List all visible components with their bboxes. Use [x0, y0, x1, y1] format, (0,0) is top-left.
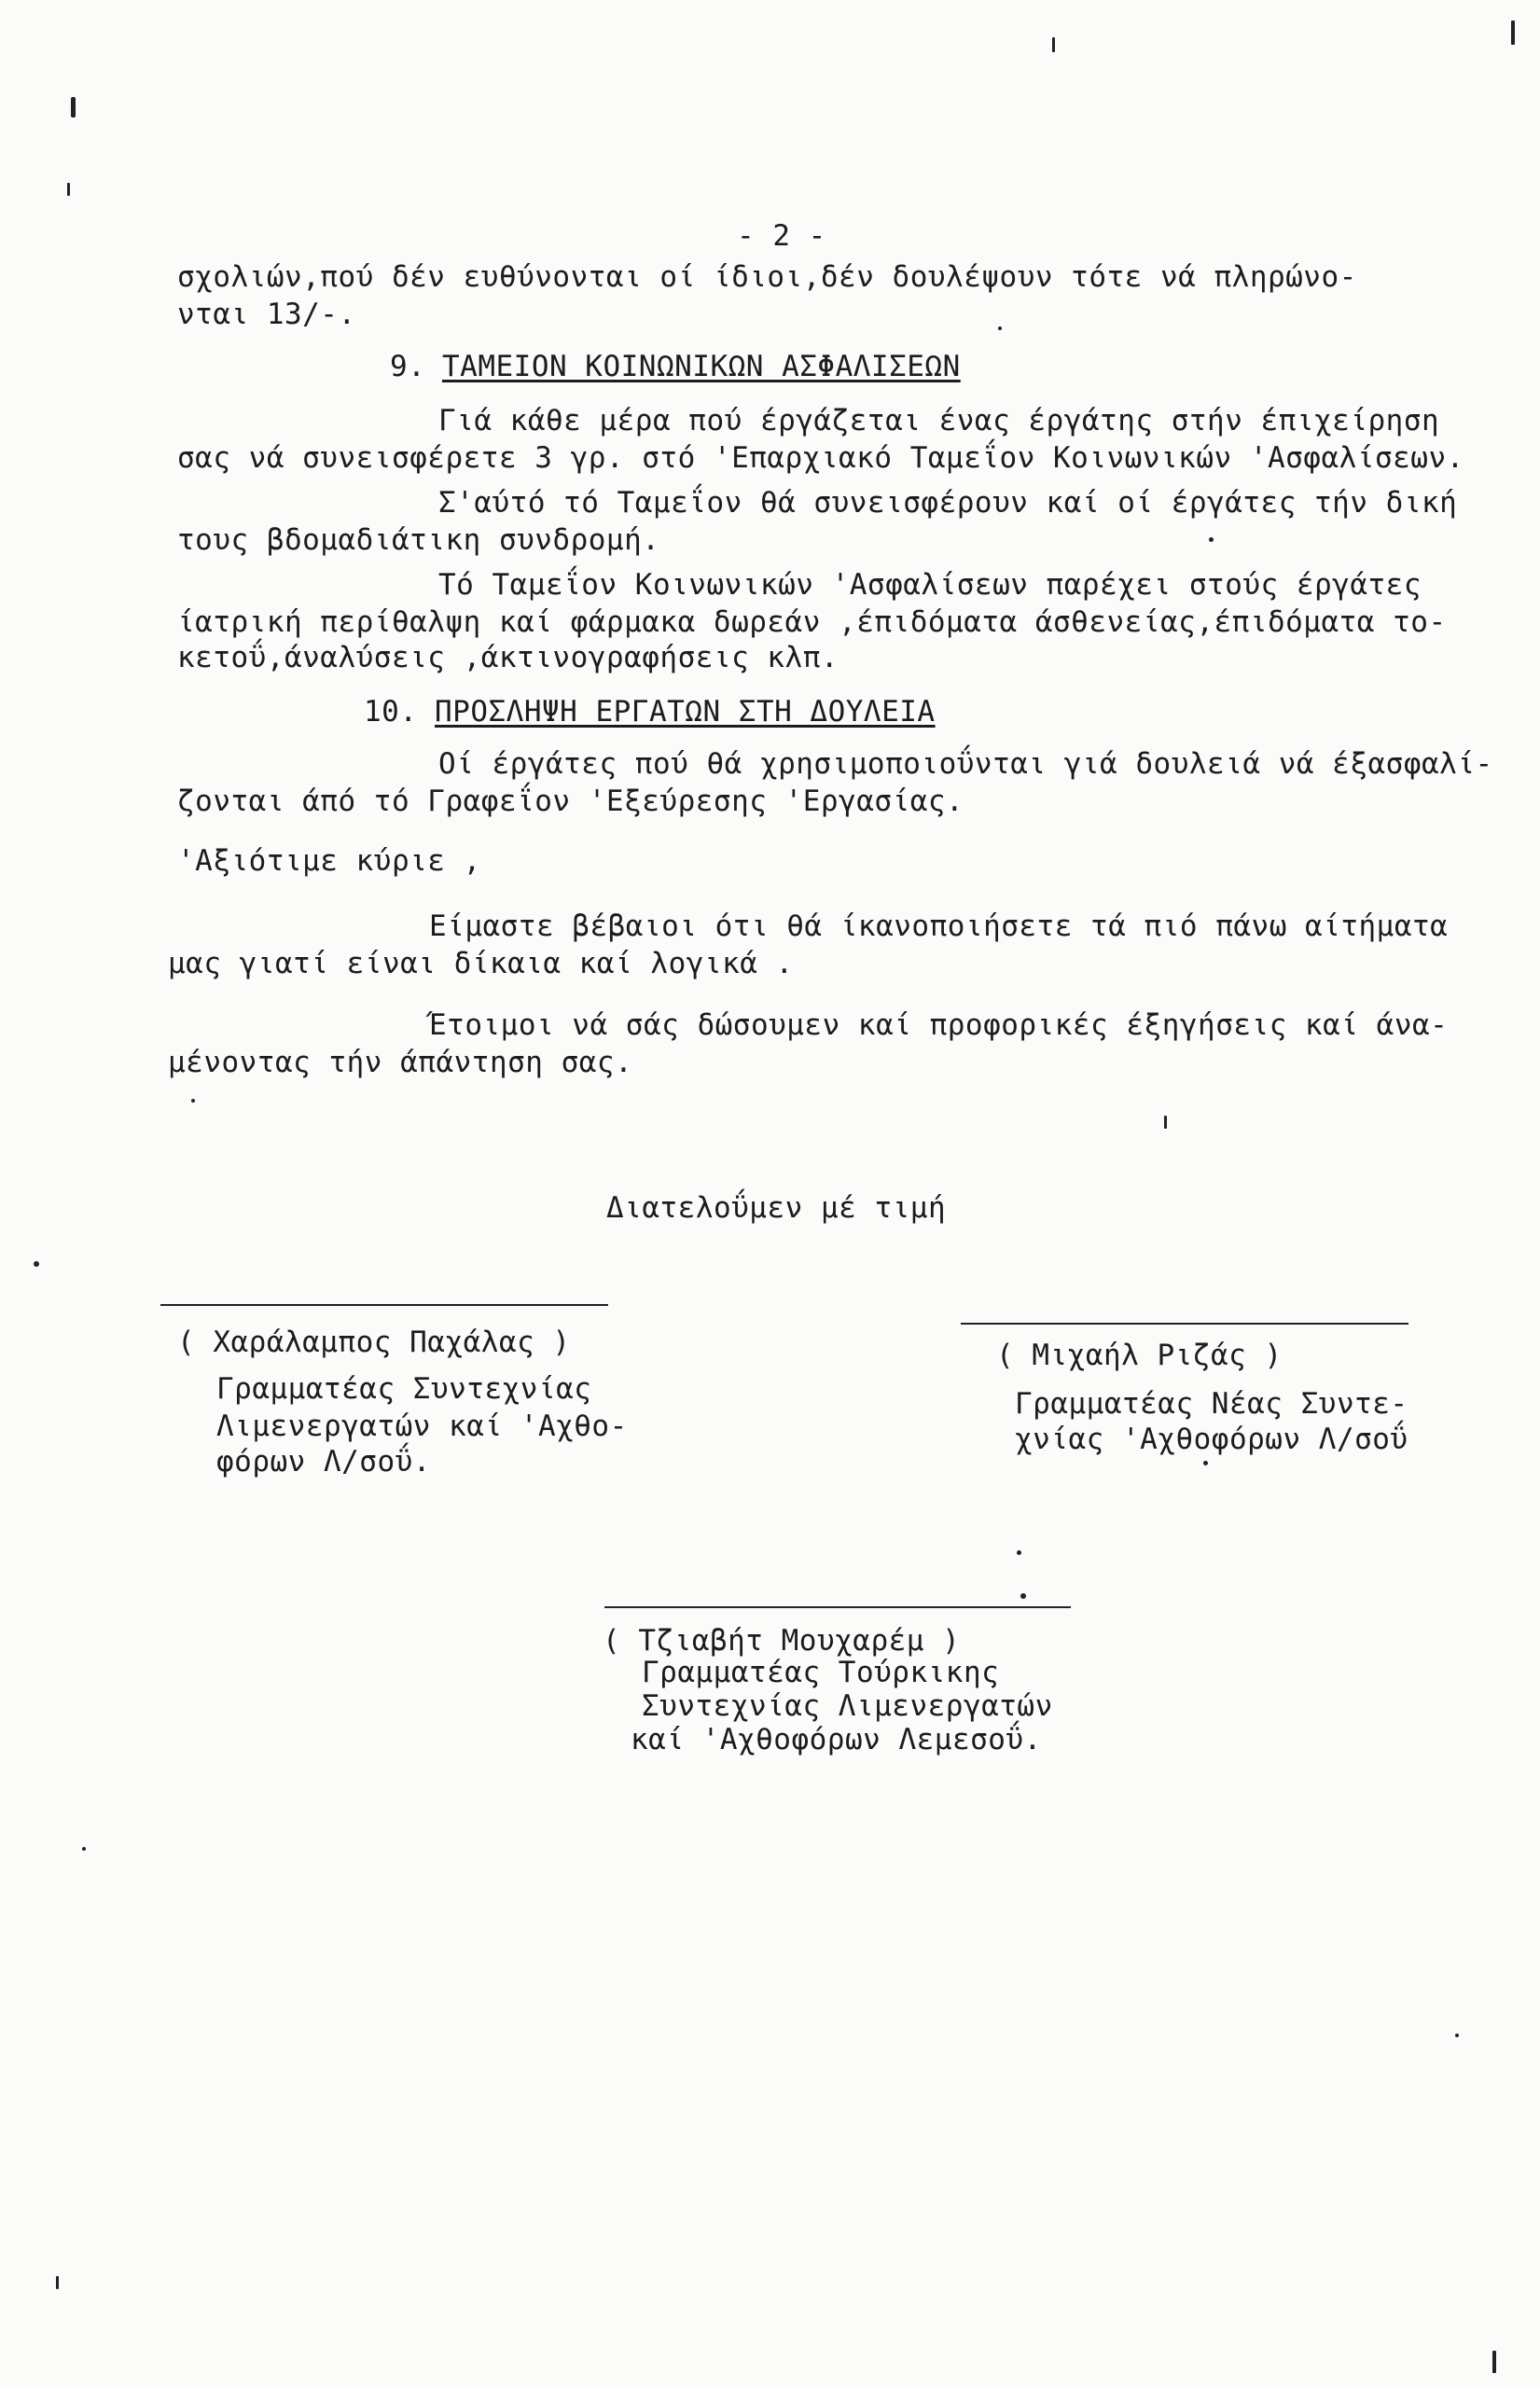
page-number: - 2 -	[737, 219, 826, 253]
signatory-1-title-line-3: φόρων Λ/σοΰ.	[216, 1445, 431, 1479]
signature-line-2	[961, 1323, 1408, 1325]
scan-speck	[1017, 1550, 1021, 1555]
closing-para-1-line-1: Είμαστε βέβαιοι ότι θά ίκανοποιήσετε τά πιό πάνω αίτήματα	[429, 909, 1449, 943]
signatory-1-name: ( Χαράλαμπος Παχάλας )	[177, 1326, 571, 1359]
signatory-3-title-line-1: Γραμματέας Τούρκικης	[642, 1656, 1000, 1689]
scan-mark	[71, 97, 76, 118]
section-9-para-1-line-1: Γιά κάθε μέρα πού έργάζεται ένας έργάτης στήν έπιχείρηση	[438, 404, 1440, 437]
section-10-para-line-2: ζονται άπό τό Γραφεΐον 'Εξεύρεσης 'Εργασίας.	[177, 784, 964, 818]
intro-line-2: νται 13/-.	[177, 298, 356, 331]
signatory-3-title-line-2: Συντεχνίας Λιμενεργατών	[642, 1689, 1053, 1723]
scan-mark	[56, 2276, 59, 2289]
scan-speck	[1020, 1593, 1026, 1599]
signatory-2-title-line-1: Γραμματέας Νέας Συντε-	[1015, 1387, 1408, 1421]
scan-speck	[1455, 2034, 1459, 2037]
closing-para-1-line-2: μας γιατί είναι δίκαια καί λογικά .	[168, 947, 794, 980]
scan-speck	[82, 1847, 86, 1851]
section-9-para-2-line-1: Σ'αύτό τό Ταμεΐον θά συνεισφέρουν καί οί έργάτες τήν δική	[438, 486, 1458, 520]
section-10-heading: ΠΡΟΣΛΗΨΗ ΕΡΓΑΤΩΝ ΣΤΗ ΔΟΥΛΕΙΑ	[435, 695, 936, 729]
scan-speck	[34, 1261, 39, 1267]
section-9-para-3-line-1: Τό Ταμεΐον Κοινωνικών 'Ασφαλίσεων παρέχει στούς έργάτες	[438, 568, 1422, 602]
valediction: Διατελοΰμεν μέ τιμή	[606, 1191, 947, 1225]
signatory-3-title-line-3: καί 'Αχθοφόρων Λεμεσοΰ.	[631, 1723, 1042, 1756]
signatory-2-title-line-2: χνίας 'Αχθοφόρων Λ/σοΰ	[1015, 1423, 1408, 1456]
scan-mark	[1164, 1116, 1167, 1129]
section-9-para-2-line-2: τους βδομαδιάτικη συνδρομή.	[177, 523, 660, 557]
closing-para-2-line-1: Έτοιμοι νά σάς δώσουμεν καί προφορικές έξηγήσεις καί άνα-	[429, 1008, 1449, 1042]
section-9-para-3-line-3: κετοΰ,άναλύσεις ,άκτινογραφήσεις κλπ.	[177, 641, 839, 674]
section-10-para-line-1: Οί έργάτες πού θά χρησιμοποιοΰνται γιά δουλειά νά έξασφαλί-	[438, 747, 1493, 781]
section-9-heading: ΤΑΜΕΙΟΝ ΚΟΙΝΩΝΙΚΩΝ ΑΣΦΑΛΙΣΕΩΝ	[442, 350, 961, 383]
signatory-3-name: ( Τζιαβήτ Μουχαρέμ )	[603, 1624, 961, 1658]
signatory-2-name: ( Μιχαήλ Ριζάς )	[996, 1339, 1283, 1372]
section-10-number: 10.	[364, 695, 418, 729]
signature-line-1	[160, 1304, 608, 1306]
closing-para-2-line-2: μένοντας τήν άπάντηση σας.	[168, 1046, 633, 1079]
scan-mark	[67, 183, 70, 196]
scan-speck	[1203, 1461, 1208, 1465]
scan-mark	[1052, 37, 1055, 52]
signature-line-3	[604, 1606, 1071, 1608]
intro-line-1: σχολιών,πού δέν ευθύνονται οί ίδιοι,δέν δουλέψουν τότε νά πληρώνο-	[177, 260, 1357, 294]
scan-mark	[1492, 2351, 1496, 2373]
scan-speck	[191, 1099, 195, 1103]
signatory-1-title-line-2: Λιμενεργατών καί 'Αχθο-	[216, 1409, 628, 1443]
scan-speck	[998, 326, 1002, 330]
section-9-para-3-line-2: ίατρική περίθαλψη καί φάρμακα δωρεάν ,έπιδόματα άσθενείας,έπιδόματα το-	[177, 605, 1447, 639]
scan-mark	[1511, 21, 1515, 45]
section-9-para-1-line-2: σας νά συνεισφέρετε 3 γρ. στό 'Επαρχιακό Ταμεΐον Κοινωνικών 'Ασφαλίσεων.	[177, 441, 1464, 475]
salutation: 'Αξιότιμε κύριε ,	[177, 844, 481, 878]
section-9-number: 9.	[390, 350, 426, 383]
scan-speck	[1209, 537, 1214, 542]
signatory-1-title-line-1: Γραμματέας Συντεχνίας	[216, 1372, 592, 1406]
